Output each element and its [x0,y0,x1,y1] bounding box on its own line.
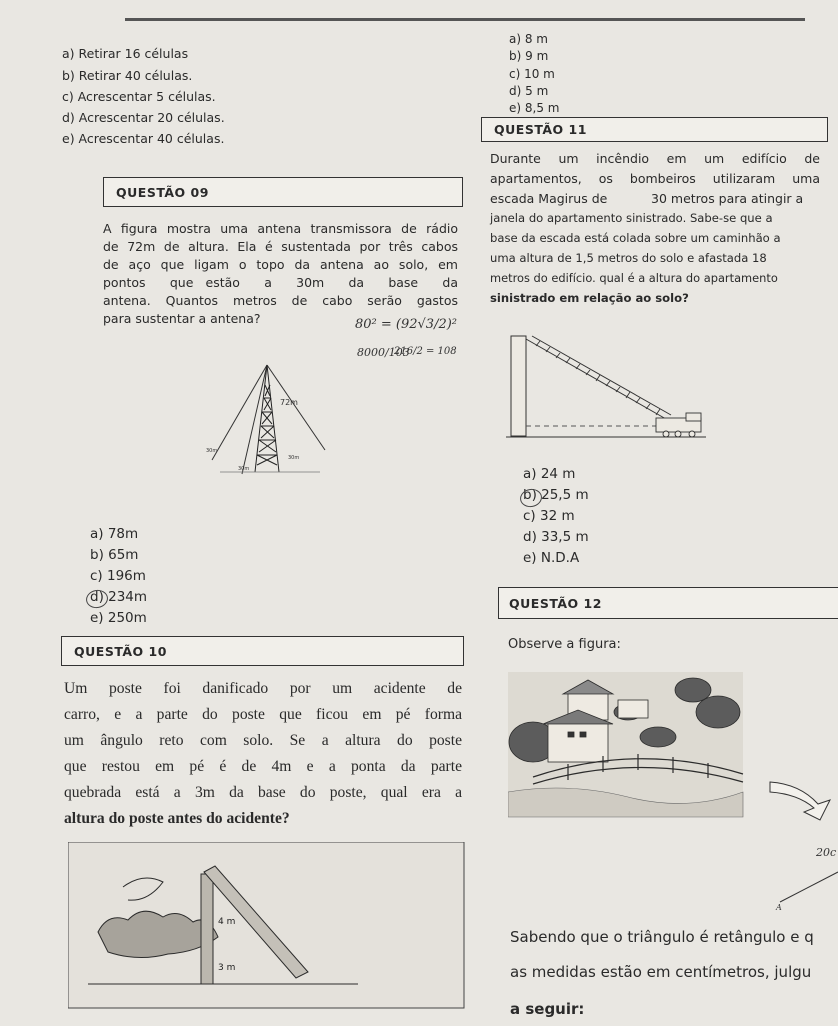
handwritten-note: 8000/103 [357,346,410,359]
text-line: escada Magirus de 30 metros para atingir a [490,191,804,206]
option-item: e) 8,5 m [509,101,560,115]
option-item: c) Acrescentar 5 células. [62,89,216,104]
option-c: c) 196m [90,568,146,584]
text-line: de aço que ligam o topo da antena ao solo, em [103,257,458,272]
text-line-bold: sinistrado em relação ao solo? [490,291,689,305]
question-12-title: QUESTÃO 12 [509,595,602,611]
option-item: a) 8 m [509,32,548,46]
option-a: a) 24 m [523,466,576,482]
text-line: para sustentar a antena? [103,311,261,326]
option-b: b) 25,5 m [523,487,589,503]
option-d: d) 234m [90,589,148,605]
text-line: um ângulo reto com solo. Se a altura do poste [64,732,462,749]
question-10-header: QUESTÃO 10 [61,636,464,666]
standing-pole [201,874,213,984]
option-item: e) Acrescentar 40 células. [62,131,225,146]
horizontal-measure-label: 3 m [218,963,236,973]
option-d: d) 33,5 m [523,529,589,545]
text-line: apartamentos, os bombeiros utilizaram uma [490,171,820,186]
text-line: Sabendo que o triângulo é retângulo e q [510,928,814,946]
hypotenuse [780,872,838,902]
ladder-figure [506,333,721,443]
option-item: d) Acrescentar 20 células. [62,110,225,125]
text-line: antena. Quantos metros de cabo serão gastos [103,293,458,308]
option-e: e) N.D.A [523,550,580,566]
text-line: que restou em pé é de 4m e a ponta da parte [64,758,462,775]
handwritten-note: 80² = (92√3/2)² [355,317,458,332]
option-item: a) Retirar 16 células [62,46,189,61]
question-12-intro: Observe a figura: [508,637,621,652]
antenna-tower [255,365,279,472]
distance-label: 30m [288,455,300,461]
option-item: b) Retirar 40 células. [62,68,193,83]
building [511,336,526,436]
antenna-figure [200,360,360,490]
text-line: A figura mostra uma antena transmissora de rádio [103,221,458,236]
text-line: janela do apartamento sinistrado. Sabe-se que a [490,211,773,225]
text-line: base da escada está colada sobre um caminhão a [490,231,781,245]
text-line: pontos que estão a 30m da base da [103,275,458,290]
question-11-header: QUESTÃO 11 [481,117,828,142]
measure-label: 20c [816,846,837,859]
broken-pole-figure [68,842,468,1012]
option-a: a) 78m [90,526,139,542]
option-item: b) 9 m [509,49,549,63]
text-line: de 72m de altura. Ela é sustentada por três cabos [103,239,458,254]
text-line: uma altura de 1,5 metros do solo e afastada 18 [490,251,767,265]
text-line: quebrada está a 3m da base do poste, qual era a [64,784,462,801]
page-top-rule [125,18,805,21]
distance-label: 30m [206,448,218,454]
text-line-bold: altura do poste antes do acidente? [64,810,290,827]
option-c: c) 32 m [523,508,575,524]
text-line: a seguir: [510,1000,585,1018]
text-line: carro, e a parte do poste que ficou em pé forma [64,706,462,723]
vertex-label: A [776,903,782,912]
pointer-arrow [770,782,830,820]
distance-label: 30m [238,466,250,472]
text-line: Durante um incêndio em um edifício de [490,151,820,166]
text-line: as medidas estão em centímetros, julgu [510,963,812,981]
vertical-measure-label: 4 m [218,917,236,927]
antenna-height-label: 72m [280,398,298,407]
text-line: Um poste foi danificado por um acidente de [64,680,462,697]
option-item: d) 5 m [509,84,549,98]
handwritten-note: 216/2 = 108 [394,346,457,357]
park-illustration [508,672,838,822]
ladder-rungs [536,341,660,415]
option-e: e) 250m [90,610,147,626]
option-item: c) 10 m [509,67,555,81]
question-12-header [498,587,838,619]
option-b: b) 65m [90,547,139,563]
question-09-header: QUESTÃO 09 [103,177,463,207]
text-line: metros do edifício. qual é a altura do apartamento [490,271,778,285]
